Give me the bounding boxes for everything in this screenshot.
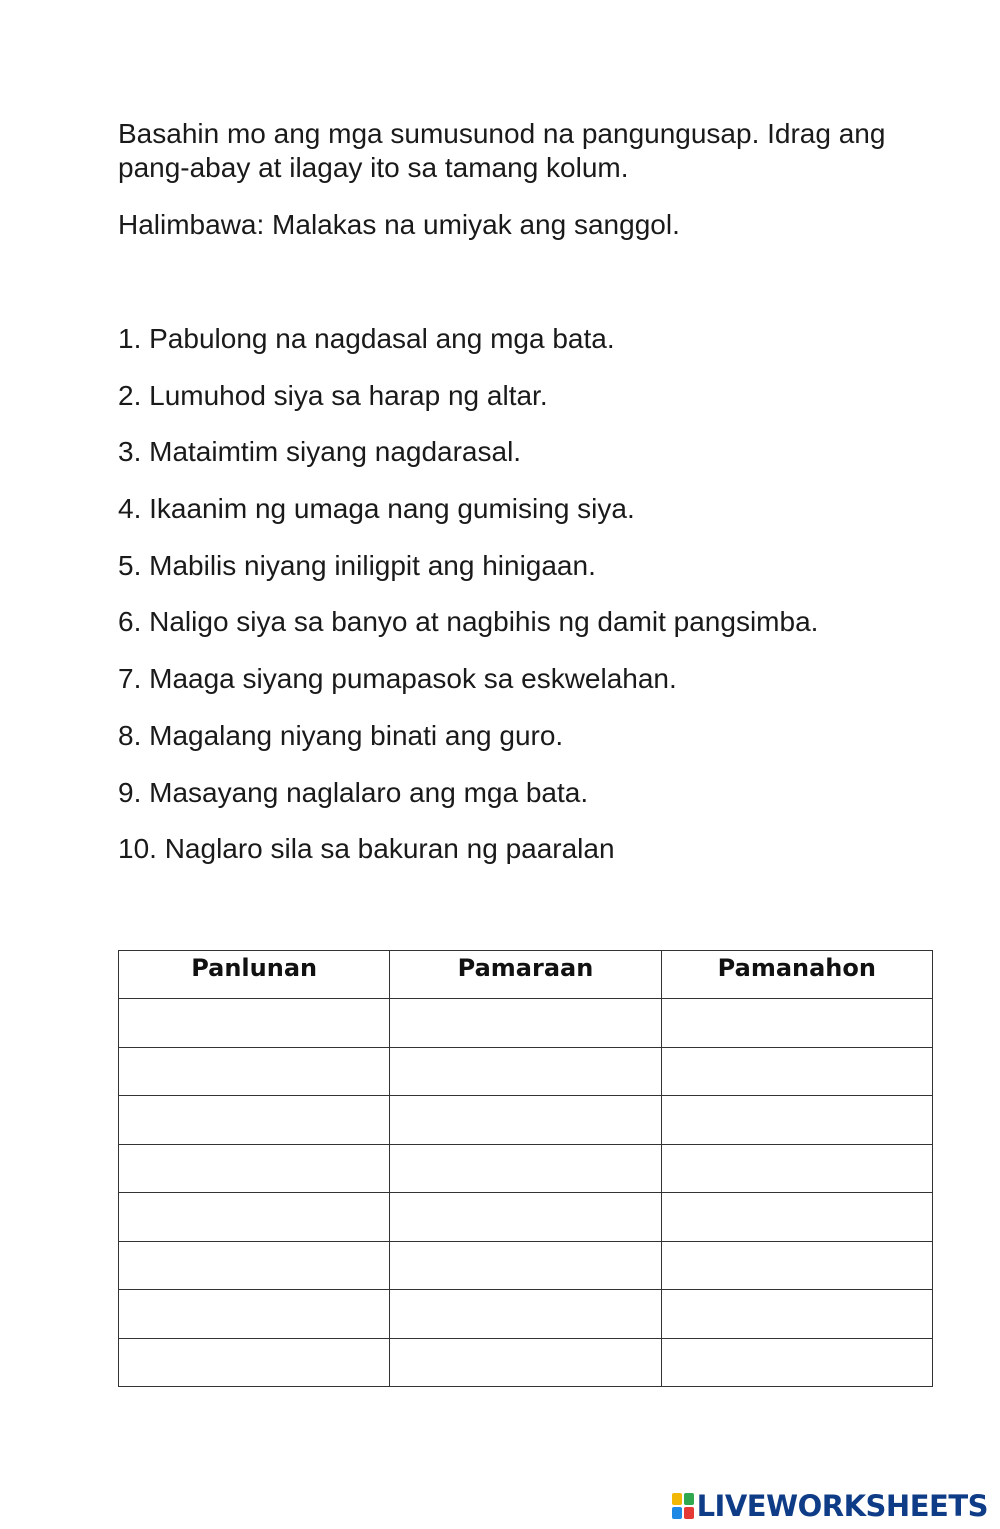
drop-cell-pamaraan[interactable] (390, 1338, 661, 1387)
liveworksheets-logo-icon (672, 1493, 694, 1519)
drop-cell-pamaraan[interactable] (390, 999, 661, 1048)
sentence-7: 7. Maaga siyang pumapasok sa eskwelahan. (118, 663, 677, 695)
table-row (119, 1096, 933, 1145)
table-row (119, 1047, 933, 1096)
drop-cell-pamaraan[interactable] (390, 1193, 661, 1242)
drop-cell-panlunan[interactable] (119, 999, 390, 1048)
logo-block-1 (672, 1493, 682, 1505)
column-header-panlunan: Panlunan (119, 951, 390, 999)
sentence-2: 2. Lumuhod siya sa harap ng altar. (118, 379, 548, 411)
column-header-pamaraan: Pamaraan (390, 951, 661, 999)
sentence-4: 4. Ikaanim ng umaga nang gumising siya. (118, 493, 635, 525)
drop-cell-pamanahon[interactable] (661, 1047, 932, 1096)
sentence-6: 6. Naligo siya sa banyo at nagbihis ng damit pangsimba. (118, 606, 819, 638)
table-row (119, 1290, 933, 1339)
table-row (119, 1241, 933, 1290)
sentence-9: 9. Masayang naglalaro ang mga bata. (118, 776, 589, 808)
table-row (119, 999, 933, 1048)
liveworksheets-logo[interactable] (672, 1488, 988, 1524)
drop-cell-pamaraan[interactable] (390, 1241, 661, 1290)
drop-cell-panlunan[interactable] (119, 1047, 390, 1096)
table-row (119, 1193, 933, 1242)
drop-cell-pamaraan[interactable] (390, 1290, 661, 1339)
sentence-3: 3. Mataimtim siyang nagdarasal. (118, 436, 522, 468)
sentence-list (118, 322, 818, 889)
example-sentence: Halimbawa: Malakas na umiyak ang sanggol. (118, 209, 680, 240)
sentence-1: 1. Pabulong na nagdasal ang mga bata. (118, 323, 615, 354)
drop-cell-panlunan[interactable] (119, 1290, 390, 1339)
drop-cell-pamanahon[interactable] (661, 1193, 932, 1242)
logo-text: LIVEWORKSHEETS (696, 1489, 988, 1523)
drop-cell-panlunan[interactable] (119, 1193, 390, 1242)
table-header-row (119, 951, 933, 999)
drop-cell-pamaraan[interactable] (390, 1096, 661, 1145)
drop-cell-pamanahon[interactable] (661, 1290, 932, 1339)
drop-cell-pamanahon[interactable] (661, 1241, 932, 1290)
sorting-table (118, 950, 933, 1387)
sentence-8: 8. Magalang niyang binati ang guro. (118, 719, 564, 751)
drop-cell-pamaraan[interactable] (390, 1144, 661, 1193)
drop-cell-pamanahon[interactable] (661, 1144, 932, 1193)
sentence-5: 5. Mabilis niyang iniligpit ang hinigaan. (118, 549, 596, 581)
column-header-pamanahon: Pamanahon (661, 951, 932, 999)
drop-cell-pamanahon[interactable] (661, 999, 932, 1048)
logo-block-2 (684, 1493, 694, 1505)
logo-block-3 (672, 1507, 682, 1519)
sentence-10: 10. Naglaro sila sa bakuran ng paaralan (118, 833, 615, 865)
drop-cell-pamaraan[interactable] (390, 1047, 661, 1096)
table-row (119, 1338, 933, 1387)
drop-cell-pamanahon[interactable] (661, 1338, 932, 1387)
drop-cell-panlunan[interactable] (119, 1338, 390, 1387)
logo-block-4 (684, 1507, 694, 1519)
drop-cell-panlunan[interactable] (119, 1241, 390, 1290)
drop-cell-panlunan[interactable] (119, 1096, 390, 1145)
drop-cell-pamanahon[interactable] (661, 1096, 932, 1145)
instructions-text: Basahin mo ang mga sumusunod na pangungusap. Idrag ang pang-abay at ilagay ito sa tamang kolum. (118, 118, 886, 183)
drop-cell-panlunan[interactable] (119, 1144, 390, 1193)
table-row (119, 1144, 933, 1193)
